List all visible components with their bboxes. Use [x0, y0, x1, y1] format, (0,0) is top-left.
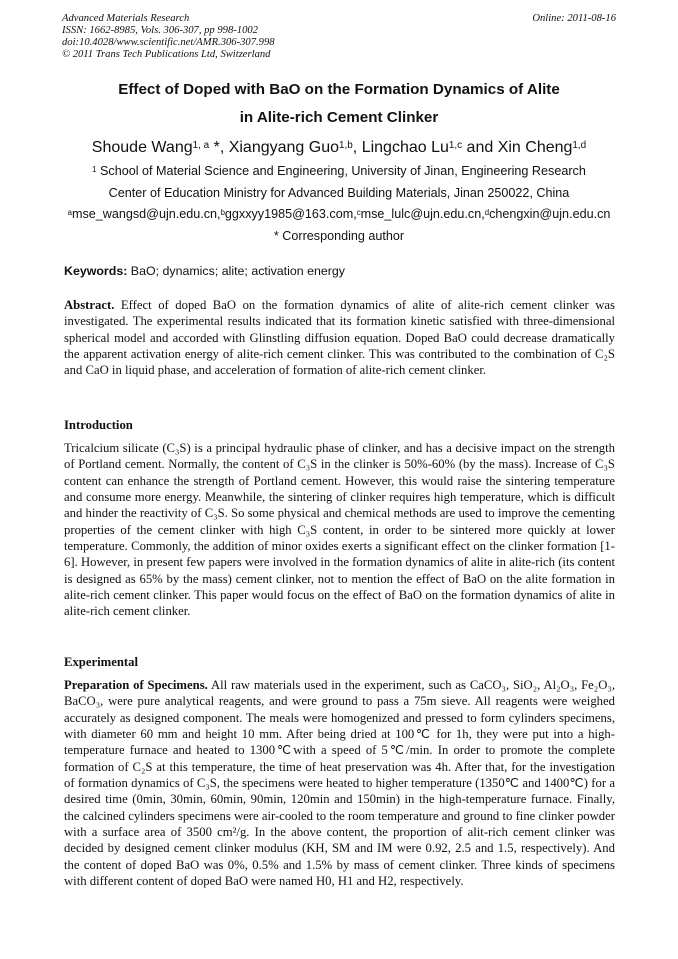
affiliation-line-1: School of Material Science and Engineering, University of Jinan, Engineering Research [96, 164, 586, 178]
author-name: Xiangyang Guo [228, 139, 340, 156]
email-link[interactable]: chengxin@ujn.edu.cn [489, 207, 611, 222]
abstract [64, 297, 615, 379]
section-heading-experimental: Experimental [64, 655, 139, 669]
author-sep: *, [209, 139, 229, 156]
author-sup: 1,d [572, 140, 587, 151]
affiliation-line-2: Center of Education Ministry for Advanced Building Materials, Jinan 250022, China [108, 185, 570, 200]
email-link[interactable]: ggxxyy1985@163.com, [224, 207, 357, 222]
author-name: Lingchao Lu [361, 139, 449, 156]
author-sup: 1,c [448, 140, 463, 151]
issn: ISSN: 1662-8985, Vols. 306-307, pp 998-1002 [62, 25, 258, 36]
author-list [0, 137, 678, 159]
copyright: © 2011 Trans Tech Publications Ltd, Switzerland [62, 49, 271, 60]
email-sup: d [484, 208, 490, 218]
abstract-label: Abstract. [64, 298, 115, 312]
title-line-2: in Alite-rich Cement Clinker [239, 109, 439, 126]
experimental-paragraph [64, 677, 615, 889]
subsection-heading: Preparation of Specimens. [64, 678, 208, 692]
keywords-label: Keywords: [64, 264, 128, 278]
author-sep: , [352, 139, 362, 156]
journal-header [62, 13, 275, 61]
section-heading-introduction: Introduction [64, 418, 133, 432]
keywords-text: BaO; dynamics; alite; activation energy [127, 264, 345, 278]
email-link[interactable]: mse_wangsd@ujn.edu.cn, [71, 207, 221, 222]
email-list [0, 204, 678, 226]
email-sup: b [220, 208, 225, 218]
corresponding-author-note: * Corresponding author [273, 229, 405, 244]
author-sep: and [462, 139, 498, 156]
title-line-1: Effect of Doped with BaO on the Formation Dynamics of Alite [118, 81, 560, 98]
doi: doi:10.4028/www.scientific.net/AMR.306-307.998 [62, 37, 275, 48]
email-sup: c [356, 208, 361, 218]
email-link[interactable]: mse_lulc@ujn.edu.cn, [360, 207, 485, 222]
affiliation-sup: 1 [92, 165, 97, 174]
paper-title [0, 76, 678, 132]
abstract-text: Effect of doped BaO on the formation dynamics of alite of alite-rich cement clinker was investigated. The experimental results indicated that its formation kinetic satisfied with three-dimensional spherical model and accorded with Glinstling diffusion equation. Doped BaO could decrease dramatically the apparent activation energy of alite-rich cement clinker. This was contributed to the combination of C₂S and CaO in liquid phase, and acceleration of formation of alite-rich cement clinker. [64, 298, 615, 378]
author-sup: 1,b [339, 140, 353, 151]
introduction-paragraph: Tricalcium silicate (C₃S) is a principal hydraulic phase of clinker, and has a decisive impact on the strength of Portland cement. Normally, the content of C₃S in the clinker is 50%-60% (by the mass). Increase of C₃S content can enhance the strength of Portland cement. However, this would raise the sintering temperature and consume more energy. Meanwhile, the sintering of clinker requires high temperature, which is difficult and hinder the reactivity of C₃S. So some physical and chemical methods are used to improve the cementing properties of the cement clinker with high C₃S content, in order to be sintered more quickly at lower temperature. Commonly, the addition of minor oxides exerts a significant effect on the clinker formation [1-6]. However, in present few papers were involved in the formation dynamics of alite in alite-rich (its content is designed as 65% by the mass) cement clinker, not to mention the effect of BaO on the alite formation in alite-rich cement clinker. This paper would focus on the effect of BaO on the formation dynamics of alite in alite-rich cement clinker. [64, 441, 615, 619]
author-name: Shoude Wang [91, 139, 193, 156]
email-sup: a [67, 208, 72, 218]
experimental-text: All raw materials used in the experiment, such as CaCO₃, SiO₂, Al₂O₃, Fe₂O₃, BaCO₃, were pure analytical reagents, and were ground to pass a 75m sieve. All reagents were weighed accurately as designed component. The meals were homogenized and pressed to form cylinders specimens, with diameter 60 mm and height 10 mm. After being dried at 100℃ for 1h, they were put into a high-temperature furnace and heated to 1300℃with a speed of 5℃/min. In order to promote the complete formation of C₂S at this temperature, the time of heat preservation was 4h. After that, for the investigation of formation dynamics of C₃S, the specimens were heated to higher temperature (1350℃ and 1400℃) for a desired time (0min, 30min, 60min, 90min, 120min and 150min) in the high-temperature furnace. Finally, the calcined cylinders specimens were air-cooled to the room temperature and ground to fine clinker powder with a surface area of 3500 cm²/g. In the above content, the proportion of alit-rich cement clinker was decided by designed cement clinker modulus (KH, SM and IM were 0.92, 2.5 and 1.5, respectively). And the content of doped BaO was 0%, 0.5% and 1.5% by mass of cement clinker. Three kinds of specimens with different content of doped BaO were named H0, H1 and H2, respectively. [64, 678, 615, 889]
online-date: Online: 2011-08-16 [532, 13, 616, 24]
author-name: Xin Cheng [497, 139, 573, 156]
author-sup: 1, a [192, 140, 210, 151]
keywords [64, 263, 615, 279]
affiliation [0, 161, 678, 248]
journal-name: Advanced Materials Research [62, 13, 190, 24]
